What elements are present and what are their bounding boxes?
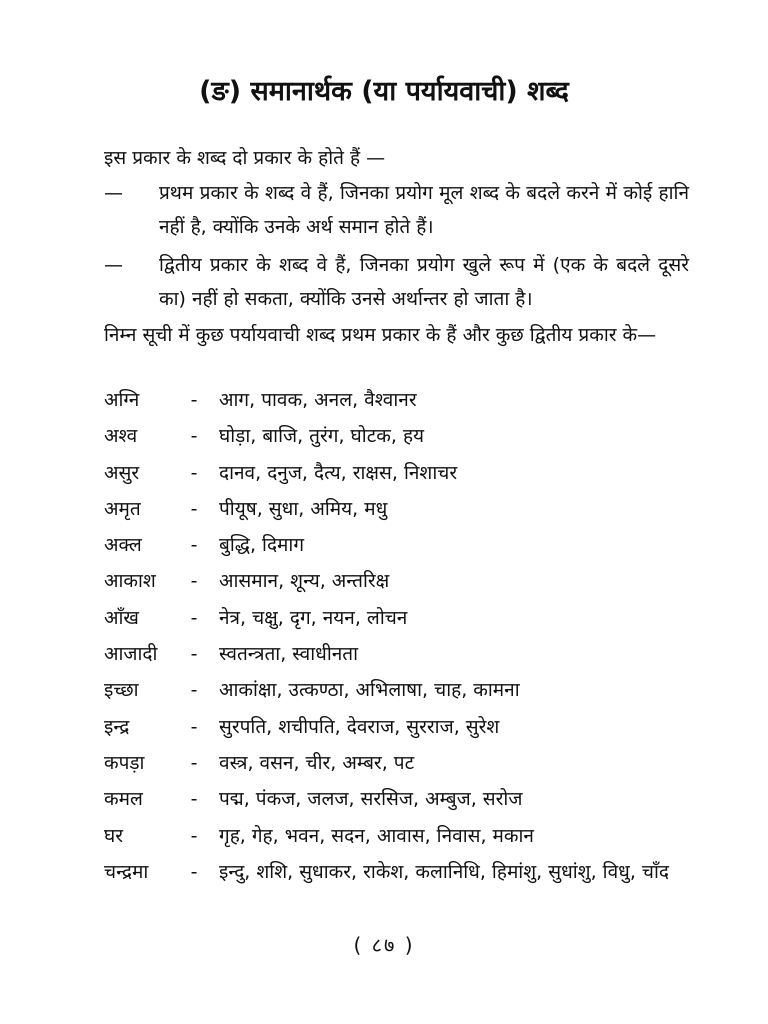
list-item <box>104 565 694 601</box>
separator: - <box>190 425 198 448</box>
list-item <box>104 420 694 456</box>
synonyms: बुद्धि, दिमाग <box>219 534 305 557</box>
list-item <box>104 384 694 420</box>
headword: अक्ल <box>104 534 142 557</box>
headword: आँख <box>104 606 139 629</box>
synonyms: घोड़ा, बाजि, तुरंग, घोटक, हय <box>219 425 425 448</box>
list-item <box>104 457 694 493</box>
list-item <box>104 674 694 710</box>
point-text: द्वितीय प्रकार के शब्द वे हैं, जिनका प्रयोग खुले रूप में (एक के बदले दूसरे का) नहीं हो सकता, क्योंकि उनसे अर्थान्तर हो जाता है। <box>159 254 689 310</box>
separator: - <box>190 751 198 774</box>
list-item <box>104 856 694 926</box>
synonyms: आकांक्षा, उत्कण्ठा, अभिलाषा, चाह, कामना <box>219 679 520 702</box>
separator: - <box>190 497 198 520</box>
point-dash: — <box>104 254 123 276</box>
headword: आजादी <box>104 643 158 666</box>
separator: - <box>190 606 198 629</box>
page-title: (ङ) समानार्थक (या पर्यायवाची) शब्द <box>199 76 569 107</box>
headword: अश्व <box>104 425 138 448</box>
list-item <box>104 711 694 747</box>
separator: - <box>190 788 198 811</box>
list-item <box>104 820 694 856</box>
synonym-list <box>104 384 694 926</box>
separator: - <box>190 679 198 702</box>
headword: इच्छा <box>104 679 139 702</box>
headword: असुर <box>104 461 140 484</box>
synonyms: आसमान, शून्य, अन्तरिक्ष <box>219 570 390 593</box>
list-item <box>104 747 694 783</box>
synonyms: गृह, गेह, भवन, सदन, आवास, निवास, मकान <box>219 824 534 847</box>
list-item <box>104 602 694 638</box>
list-item <box>104 783 694 819</box>
list-item <box>104 493 694 529</box>
headword: कपड़ा <box>104 751 145 774</box>
point-text: प्रथम प्रकार के शब्द वे हैं, जिनका प्रयोग मूल शब्द के बदले करने में कोई हानि नहीं है, क्योंकि उनके अर्थ समान होते हैं। <box>159 182 689 238</box>
synonyms: दानव, दनुज, दैत्य, राक्षस, निशाचर <box>219 461 458 484</box>
separator: - <box>190 570 198 593</box>
synonyms: वस्त्र, वसन, चीर, अम्बर, पट <box>219 751 415 774</box>
separator: - <box>190 715 198 738</box>
headword: अमृत <box>104 497 141 520</box>
list-item <box>104 638 694 674</box>
separator: - <box>190 824 198 847</box>
headword: कमल <box>104 788 143 811</box>
synonyms: नेत्र, चक्षु, दृग, नयन, लोचन <box>219 606 408 629</box>
separator: - <box>190 461 198 484</box>
synonyms: सुरपति, शचीपति, देवराज, सुरराज, सुरेश <box>219 715 500 738</box>
synonyms: पद्म, पंकज, जलज, सरसिज, अम्बुज, सरोज <box>219 788 523 811</box>
separator: - <box>190 860 198 883</box>
point-dash: — <box>104 182 123 204</box>
list-lead-text: निम्न सूची में कुछ पर्यायवाची शब्द प्रथम प्रकार के हैं और कुछ द्वितीय प्रकार के— <box>104 324 657 346</box>
headword: आकाश <box>104 570 156 593</box>
synonyms: पीयूष, सुधा, अमिय, मधु <box>219 497 388 520</box>
separator: - <box>190 643 198 666</box>
synonyms: स्वतन्त्रता, स्वाधीनता <box>219 643 359 666</box>
intro-text: इस प्रकार के शब्द दो प्रकार के होते हैं — <box>104 147 386 169</box>
synonyms: आग, पावक, अनल, वैश्वानर <box>219 389 417 411</box>
headword: चन्द्रमा <box>104 860 149 883</box>
separator: - <box>190 389 198 411</box>
headword: इन्द्र <box>104 715 130 738</box>
headword: अग्नि <box>104 389 140 411</box>
separator: - <box>190 534 198 557</box>
headword: घर <box>104 824 124 847</box>
list-item <box>104 529 694 565</box>
synonyms: इन्दु, शशि, सुधाकर, राकेश, कलानिधि, हिमांशु, सुधांशु, विधु, चाँद <box>219 860 669 883</box>
page-number: ( ८७ ) <box>353 933 415 957</box>
